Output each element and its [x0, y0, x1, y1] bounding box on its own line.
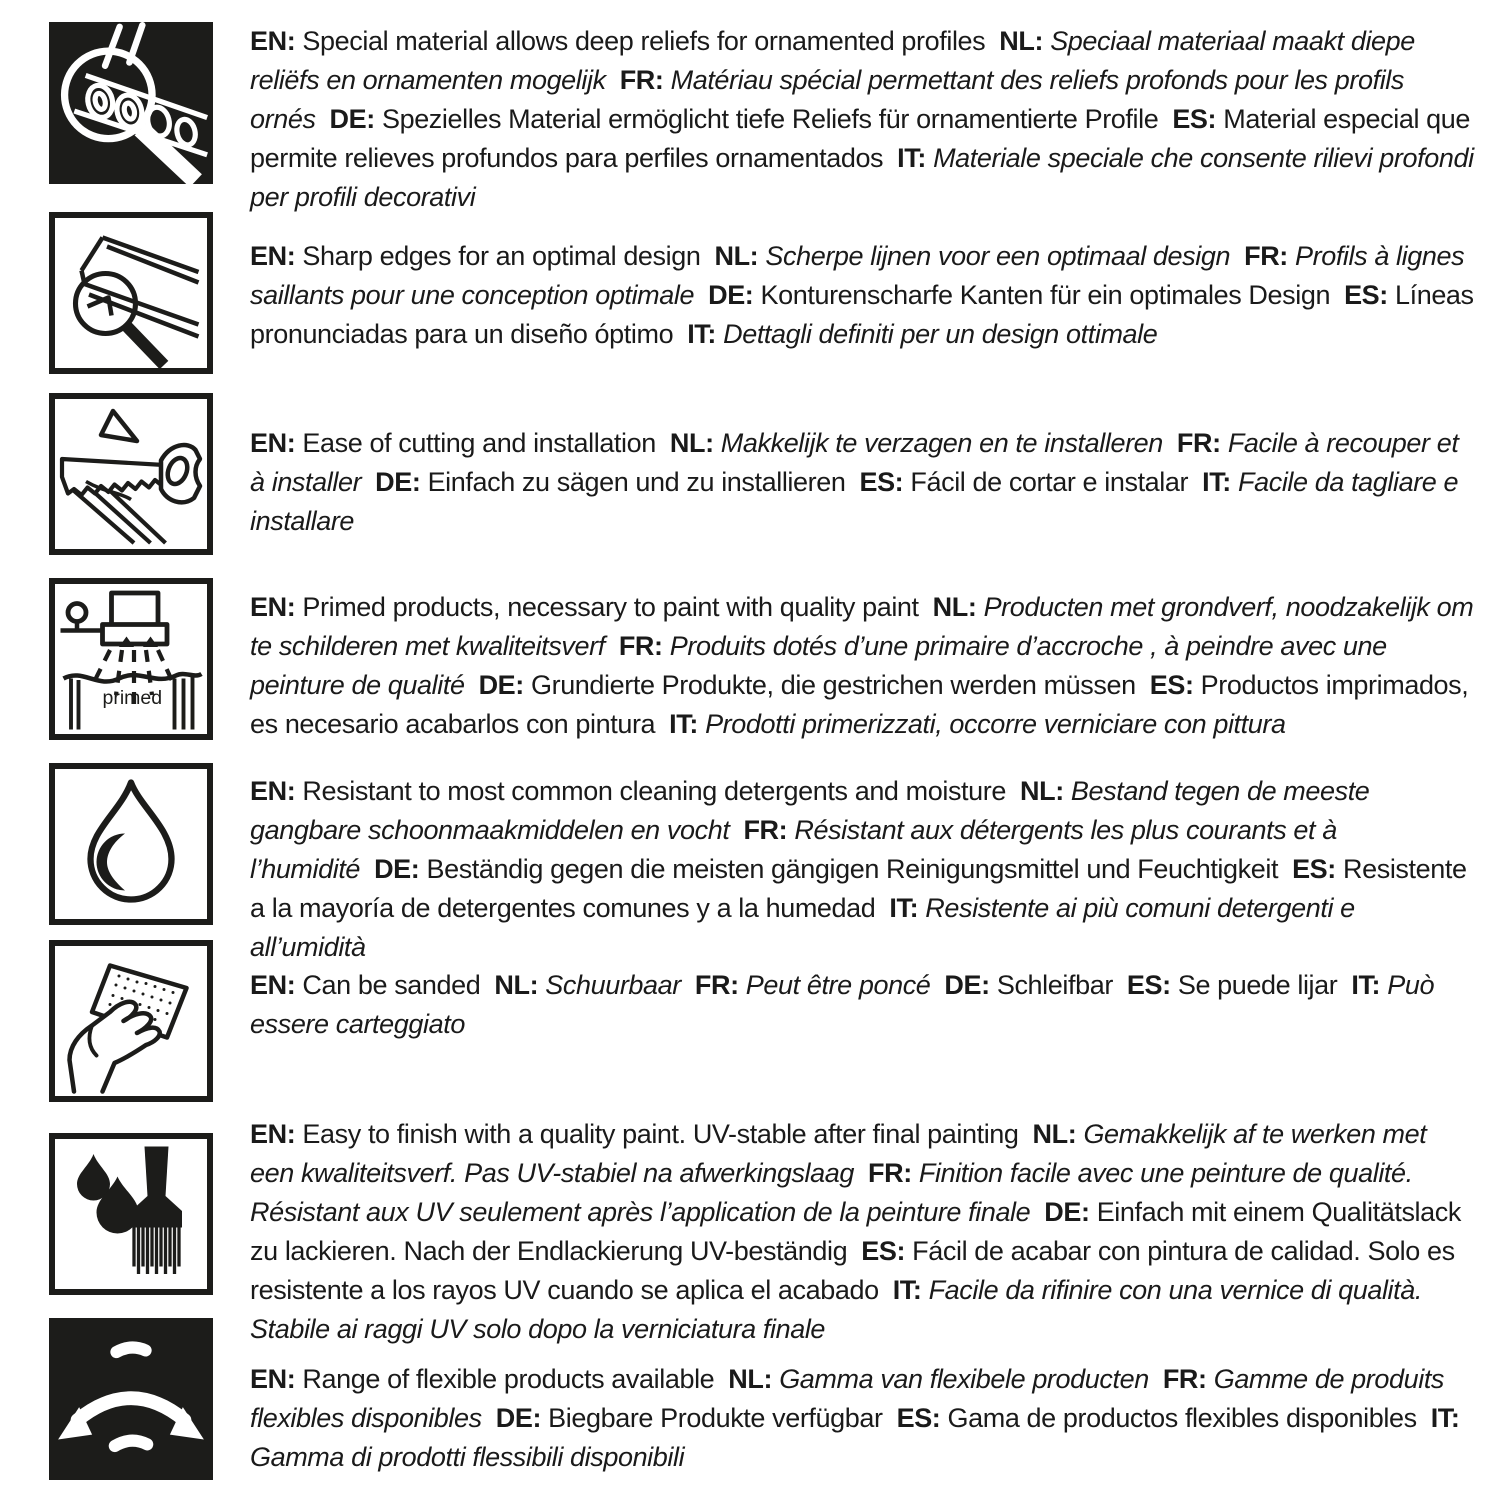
language-label: FR:: [1162, 1364, 1207, 1394]
language-text: Schuurbaar: [545, 970, 681, 1000]
language-label: EN:: [250, 241, 296, 271]
language-text: Gamma van flexibele producten: [779, 1364, 1149, 1394]
language-label: EN:: [250, 592, 296, 622]
language-text: Producten met grondverf, noodzakelijk om te schilderen met kwaliteitsverf: [250, 592, 1474, 661]
language-label: DE:: [375, 467, 421, 497]
language-label: FR:: [868, 1158, 912, 1188]
language-text: Se puede lijar: [1177, 970, 1338, 1000]
language-label: NL:: [999, 26, 1044, 56]
primed-spray-icon: [49, 578, 213, 740]
language-label: DE:: [944, 970, 990, 1000]
language-text: Schleifbar: [996, 970, 1113, 1000]
paint-brush-art: [55, 1139, 207, 1289]
language-text: Beständig gegen die meisten gängigen Reinigungsmittel und Feuchtigkeit: [426, 854, 1279, 884]
language-label: IT:: [1351, 970, 1381, 1000]
language-text: Gamma di prodotti flessibili disponibili: [250, 1442, 685, 1472]
language-text: Biegbare Produkte verfügbar: [548, 1403, 883, 1433]
language-label: EN:: [250, 26, 296, 56]
language-text: Easy to finish with a quality paint. UV-stable after final painting: [302, 1119, 1019, 1149]
language-text: Range of flexible products available: [302, 1364, 715, 1394]
language-label: DE:: [708, 280, 754, 310]
language-label: IT:: [892, 1275, 922, 1305]
language-label: IT:: [687, 319, 716, 349]
language-label: IT:: [897, 143, 926, 173]
language-label: ES:: [861, 1236, 906, 1266]
language-label: NL:: [714, 241, 759, 271]
moisture-resistant-drop-icon: [49, 763, 213, 925]
sharp-edges-magnifier-icon: [49, 212, 213, 374]
language-text: Konturenscharfe Kanten für ein optimales Design: [760, 280, 1331, 310]
language-label: EN:: [250, 970, 296, 1000]
language-text: Materiale speciale che consente rilievi profondi per profili decorativi: [250, 143, 1474, 212]
language-text: Gamme de produits flexibles disponibles: [250, 1364, 1445, 1433]
language-label: FR:: [619, 65, 664, 95]
paint-drops-brush-icon: [49, 1133, 213, 1295]
language-label: EN:: [250, 1119, 296, 1149]
relief-ornament-magnifier-icon: [49, 22, 213, 184]
sharp-edges-art: [55, 218, 207, 368]
language-text: Matériau spécial permettant des reliefs profonds pour les profils ornés: [250, 65, 1404, 134]
language-label: ES:: [1172, 104, 1217, 134]
language-label: NL:: [669, 428, 714, 458]
language-label: ES:: [1126, 970, 1171, 1000]
language-text: Can be sanded: [302, 970, 481, 1000]
language-label: FR:: [743, 815, 788, 845]
language-text: Peut être poncé: [745, 970, 931, 1000]
primed-label: primed: [102, 687, 163, 709]
language-text: Prodotti primerizzati, occorre verniciare con pittura: [705, 709, 1286, 739]
language-text: Grundierte Produkte, die gestrichen werden müssen: [531, 670, 1136, 700]
language-text: Dettagli definiti per un design ottimale: [723, 319, 1158, 349]
language-label: IT:: [889, 893, 919, 923]
feature-text-paintable: [250, 1115, 1475, 1349]
feature-text-sanding: [250, 966, 1475, 1044]
language-text: Productos imprimados, es necesario acabarlos con pintura: [250, 670, 1469, 739]
language-label: ES:: [859, 467, 904, 497]
language-text: Facile da rifinire con una vernice di qualità. Stabile ai raggi UV solo dopo la verniciatura finale: [250, 1275, 1422, 1344]
language-label: DE:: [478, 670, 524, 700]
language-label: NL:: [494, 970, 539, 1000]
language-text: Fácil de acabar con pintura de calidad. Solo es resistente a los rayos UV cuando se aplica el acabado: [250, 1236, 1455, 1305]
language-label: FR:: [1244, 241, 1288, 271]
language-label: DE:: [495, 1403, 542, 1433]
sanding-art: [55, 946, 207, 1096]
language-text: Résistant aux détergents les plus courants et à l’humidité: [250, 815, 1337, 884]
feature-text-moisture: [250, 772, 1475, 967]
language-text: Einfach mit einem Qualitätslack zu lackieren. Nach der Endlackierung UV-beständig: [250, 1197, 1461, 1266]
saw-cutting-icon: [49, 393, 213, 555]
flexible-arrow-icon: [49, 1318, 213, 1480]
feature-text-reliefs: [250, 22, 1475, 217]
language-text: Speciaal materiaal maakt diepe reliëfs en ornamenten mogelijk: [250, 26, 1415, 95]
language-text: Special material allows deep reliefs for ornamented profiles: [302, 26, 986, 56]
primed-spray-art: [55, 584, 207, 734]
language-text: Bestand tegen de meeste gangbare schoonmaakmiddelen en vocht: [250, 776, 1370, 845]
language-label: NL:: [1020, 776, 1064, 806]
feature-text-cutting: [250, 424, 1475, 541]
language-label: EN:: [250, 1364, 296, 1394]
language-label: DE:: [1044, 1197, 1090, 1227]
language-text: Facile da tagliare e installare: [250, 467, 1459, 536]
language-text: Può essere carteggiato: [250, 970, 1435, 1039]
language-label: DE:: [374, 854, 420, 884]
language-text: Scherpe lijnen voor een optimaal design: [765, 241, 1231, 271]
language-text: Produits dotés d’une primaire d’accroche , à peindre avec une peinture de qualité: [250, 631, 1387, 700]
sanding-hand-icon: [49, 940, 213, 1102]
feature-text-flexible: [250, 1360, 1475, 1477]
language-label: IT:: [1202, 467, 1231, 497]
language-text: Makkelijk te verzagen en te installeren: [720, 428, 1163, 458]
language-text: Facile à recouper et à installer: [250, 428, 1459, 497]
language-label: IT:: [669, 709, 698, 739]
saw-art: [55, 399, 207, 549]
language-label: FR:: [618, 631, 663, 661]
language-text: Resistant to most common cleaning detergents and moisture: [302, 776, 1006, 806]
language-label: ES:: [1149, 670, 1194, 700]
language-text: Resistente ai più comuni detergenti e all’umidità: [250, 893, 1355, 962]
language-text: Gemakkelijk af te werken met een kwaliteitsverf. Pas UV-stabiel na afwerkingslaag: [250, 1119, 1427, 1188]
language-label: IT:: [1430, 1403, 1460, 1433]
language-label: NL:: [932, 592, 977, 622]
language-label: ES:: [1292, 854, 1336, 884]
language-text: Primed products, necessary to paint with quality paint: [302, 592, 919, 622]
language-text: Sharp edges for an optimal design: [302, 241, 701, 271]
language-text: Ease of cutting and installation: [302, 428, 656, 458]
language-text: Finition facile avec une peinture de qualité. Résistant aux UV seulement après l’application de la peinture finale: [250, 1158, 1413, 1227]
language-label: FR:: [694, 970, 739, 1000]
flexible-art: [49, 1318, 213, 1480]
language-label: DE:: [329, 104, 375, 134]
language-label: NL:: [728, 1364, 773, 1394]
language-text: Material especial que permite relieves profundos para perfiles ornamentados: [250, 104, 1470, 173]
language-label: FR:: [1176, 428, 1221, 458]
language-label: EN:: [250, 428, 296, 458]
language-text: Líneas pronunciadas para un diseño óptimo: [250, 280, 1474, 349]
language-label: ES:: [896, 1403, 941, 1433]
language-label: NL:: [1032, 1119, 1077, 1149]
language-text: Gama de productos flexibles disponibles: [947, 1403, 1417, 1433]
relief-ornament-magnifier-art: [49, 22, 213, 184]
feature-text-sharp-edges: [250, 237, 1475, 354]
language-label: EN:: [250, 776, 296, 806]
language-text: Resistente a la mayoría de detergentes comunes y a la humedad: [250, 854, 1467, 923]
language-text: Profils à lignes saillants pour une conception optimale: [250, 241, 1465, 310]
language-text: Fácil de cortar e instalar: [910, 467, 1189, 497]
language-text: Spezielles Material ermöglicht tiefe Reliefs für ornamentierte Profile: [381, 104, 1159, 134]
feature-text-primed: [250, 588, 1475, 744]
language-text: Einfach zu sägen und zu installieren: [427, 467, 846, 497]
drop-art: [55, 769, 207, 919]
language-label: ES:: [1344, 280, 1388, 310]
